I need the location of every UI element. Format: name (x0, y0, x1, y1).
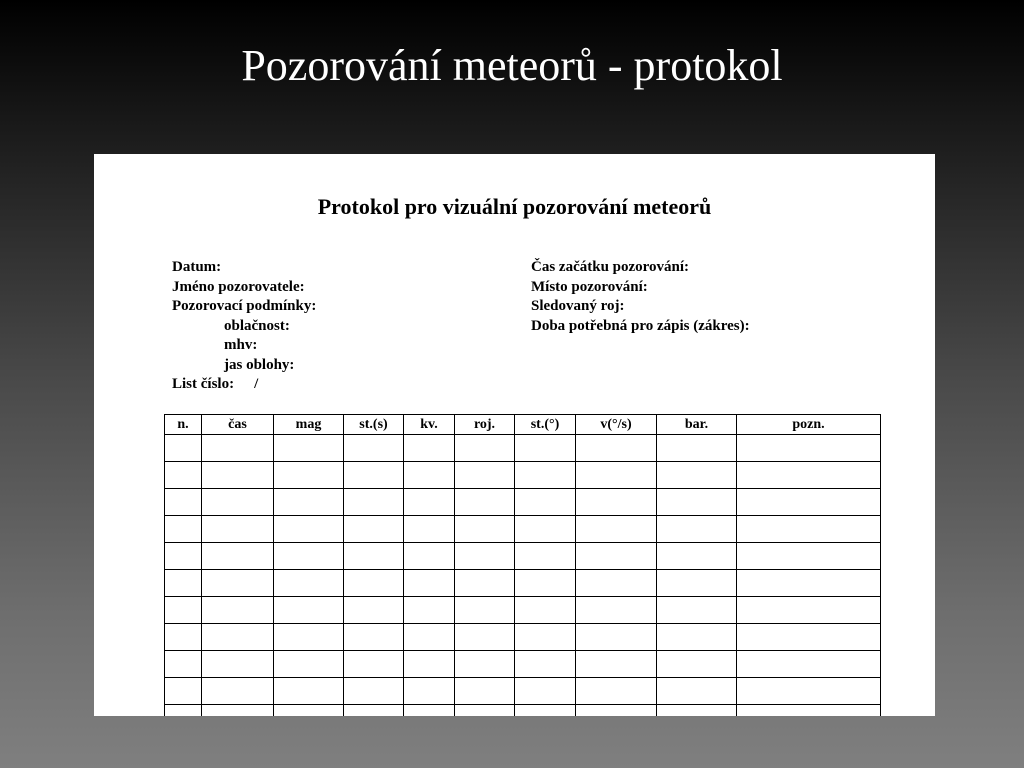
table-cell (165, 516, 202, 543)
table-cell (274, 435, 344, 462)
table-cell (404, 570, 455, 597)
observation-table (164, 414, 881, 716)
table-cell (515, 462, 576, 489)
table-cell (455, 597, 515, 624)
table-cell (515, 597, 576, 624)
table-cell (404, 705, 455, 717)
col-header: kv. (404, 415, 455, 435)
table-cell (455, 624, 515, 651)
table-cell (576, 651, 657, 678)
col-header: v(°/s) (576, 415, 657, 435)
table-cell (165, 705, 202, 717)
table-cell (202, 489, 274, 516)
list-number-label: List číslo: (172, 376, 235, 392)
table-cell (274, 570, 344, 597)
table-cell (455, 516, 515, 543)
table-cell (404, 651, 455, 678)
start-time-label: Čas začátku pozorování: (531, 259, 690, 275)
table-cell (657, 570, 737, 597)
table-cell (737, 705, 881, 717)
table-cell (202, 570, 274, 597)
table-cell (202, 543, 274, 570)
table-cell (515, 435, 576, 462)
table-cell (274, 597, 344, 624)
table-cell (274, 516, 344, 543)
table-cell (344, 462, 404, 489)
table-cell (515, 678, 576, 705)
table-cell (404, 624, 455, 651)
table-row (165, 678, 881, 705)
observer-name-label: Jméno pozorovatele: (172, 278, 305, 295)
table-cell (202, 651, 274, 678)
table-cell (274, 462, 344, 489)
table-body (165, 435, 881, 717)
table-cell (344, 651, 404, 678)
table-row (165, 435, 881, 462)
table-cell (657, 462, 737, 489)
list-number-separator: / (254, 376, 259, 392)
table-cell (737, 570, 881, 597)
col-header: st.(°) (515, 415, 576, 435)
table-cell (657, 705, 737, 717)
table-cell (455, 678, 515, 705)
table-cell (344, 543, 404, 570)
table-cell (202, 597, 274, 624)
table-cell (455, 705, 515, 717)
protocol-sheet (94, 154, 935, 716)
table-row (165, 516, 881, 543)
table-cell (576, 597, 657, 624)
table-cell (657, 489, 737, 516)
table-cell (455, 489, 515, 516)
recording-time-label: Doba potřebná pro zápis (zákres): (531, 317, 750, 334)
cloudiness-label: oblačnost: (224, 317, 290, 334)
table-cell (657, 597, 737, 624)
table-cell (737, 543, 881, 570)
shower-label: Sledovaný roj: (531, 298, 625, 314)
location-label: Místo pozorování: (531, 278, 648, 295)
table-row (165, 543, 881, 570)
table-header-row (165, 415, 881, 435)
table-cell (344, 489, 404, 516)
table-cell (165, 678, 202, 705)
table-cell (576, 516, 657, 543)
table-cell (274, 705, 344, 717)
table-cell (344, 435, 404, 462)
table-cell (165, 651, 202, 678)
table-cell (344, 624, 404, 651)
table-cell (404, 678, 455, 705)
table-cell (515, 570, 576, 597)
table-cell (515, 489, 576, 516)
table-row (165, 597, 881, 624)
table-cell (737, 462, 881, 489)
list-number-row (172, 375, 316, 395)
table-cell (657, 678, 737, 705)
table-cell (165, 597, 202, 624)
table-cell (404, 516, 455, 543)
table-cell (576, 489, 657, 516)
table-cell (274, 624, 344, 651)
right-fields (531, 258, 750, 336)
table-cell (274, 543, 344, 570)
table-cell (657, 435, 737, 462)
table-cell (576, 570, 657, 597)
table-cell (455, 462, 515, 489)
table-cell (165, 543, 202, 570)
table-cell (576, 435, 657, 462)
datum-label: Datum: (172, 259, 222, 275)
table-cell (202, 516, 274, 543)
table-cell (576, 624, 657, 651)
table-cell (404, 489, 455, 516)
col-header: mag (274, 415, 344, 435)
col-header: čas (202, 415, 274, 435)
table-cell (202, 435, 274, 462)
table-cell (737, 435, 881, 462)
mhv-label: mhv: (224, 337, 258, 353)
table-cell (344, 678, 404, 705)
table-cell (202, 624, 274, 651)
table-row (165, 462, 881, 489)
table-cell (515, 705, 576, 717)
table-cell (344, 705, 404, 717)
table-cell (737, 597, 881, 624)
table-cell (165, 624, 202, 651)
table-cell (274, 678, 344, 705)
table-cell (202, 678, 274, 705)
table-cell (165, 435, 202, 462)
table-cell (455, 570, 515, 597)
col-header: roj. (455, 415, 515, 435)
table-row (165, 489, 881, 516)
table-cell (202, 705, 274, 717)
table-row (165, 705, 881, 717)
table-cell (202, 462, 274, 489)
table-cell (404, 597, 455, 624)
col-header: bar. (657, 415, 737, 435)
table-cell (657, 516, 737, 543)
table-cell (274, 489, 344, 516)
form-title: Protokol pro vizuální pozorování meteorů (317, 194, 712, 219)
table-cell (737, 678, 881, 705)
table-cell (576, 543, 657, 570)
table-cell (576, 462, 657, 489)
left-fields (172, 258, 316, 395)
table-cell (455, 435, 515, 462)
col-header: pozn. (737, 415, 881, 435)
table-cell (737, 624, 881, 651)
table-cell (344, 570, 404, 597)
table-row (165, 651, 881, 678)
table-cell (404, 543, 455, 570)
table-cell (737, 651, 881, 678)
table-cell (737, 516, 881, 543)
col-header: st.(s) (344, 415, 404, 435)
table-cell (165, 570, 202, 597)
table-cell (165, 489, 202, 516)
table-cell (455, 543, 515, 570)
sky-brightness-label: jas oblohy: (224, 356, 295, 373)
conditions-label: Pozorovací podmínky: (172, 298, 317, 314)
table-cell (737, 489, 881, 516)
table-cell (576, 678, 657, 705)
table-cell (576, 705, 657, 717)
col-header: n. (165, 415, 202, 435)
table-cell (455, 651, 515, 678)
table-cell (344, 597, 404, 624)
table-cell (165, 462, 202, 489)
table-cell (657, 624, 737, 651)
table-cell (344, 516, 404, 543)
slide-title: Pozorování meteorů - protokol (241, 41, 783, 90)
table-cell (657, 651, 737, 678)
table-cell (657, 543, 737, 570)
table-row (165, 570, 881, 597)
table-cell (515, 516, 576, 543)
table-cell (515, 624, 576, 651)
table-cell (404, 435, 455, 462)
table-row (165, 624, 881, 651)
table-cell (515, 543, 576, 570)
table-cell (274, 651, 344, 678)
table-cell (515, 651, 576, 678)
table-cell (404, 462, 455, 489)
